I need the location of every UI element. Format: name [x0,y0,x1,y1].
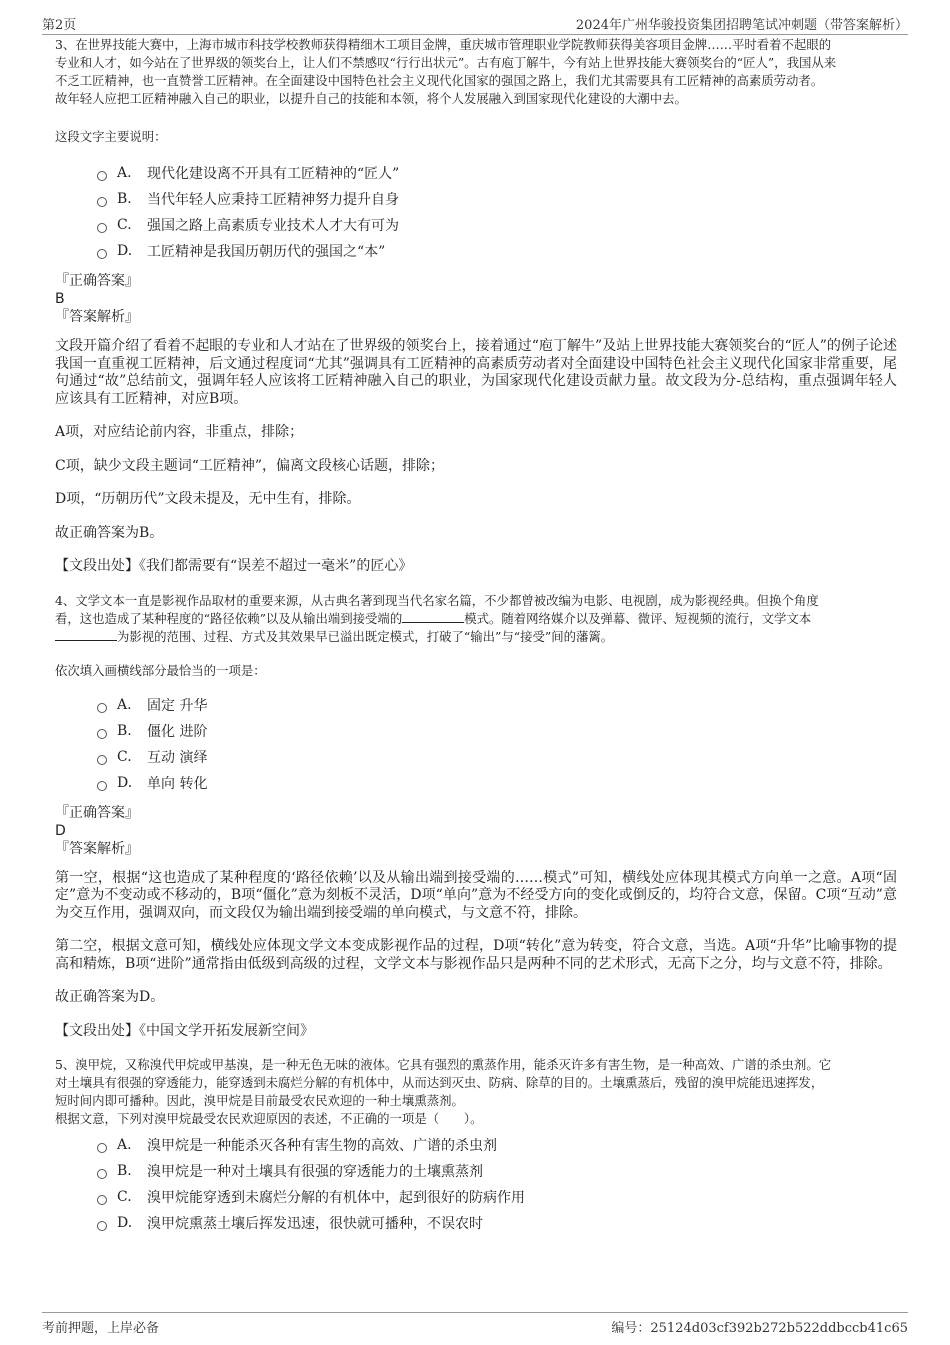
q4-option-b[interactable]: B. 僵化 进阶 [55,718,897,744]
question-4 [55,592,897,1041]
q4-analysis-paragraph: 故正确答案为D。 [55,989,165,1005]
radio-icon[interactable] [97,1195,107,1205]
question-3 [55,36,897,576]
radio-icon[interactable] [97,703,107,713]
q5-option-b[interactable]: B. 溴甲烷是一种对土壤具有很强的穿透能力的土壤熏蒸剂 [55,1158,897,1184]
q4-option-c[interactable]: C. 互动 演绎 [55,744,897,770]
q5-prompt: 根据文意，下列对溴甲烷最受农民欢迎原因的表述，不正确的一项是（ ）。 [55,1111,483,1126]
q3-passage-line: 3、在世界技能大赛中，上海市城市科技学校教师获得精细木工项目金牌，重庆城市管理职业学院教师获得美容项目金牌……平时看着不起眼的 [55,37,832,52]
q4-passage-text: 看，这也造成了某种程度的“路径依赖”以及从输出端到接受端的 [55,610,403,626]
radio-icon[interactable] [97,171,107,181]
blank-2 [55,628,117,641]
q5-passage-line: 对土壤具有很强的穿透能力，能穿透到未腐烂分解的有机体中，从而达到灭虫、防病、除草的目的。土壤熏蒸后，残留的溴甲烷能迅速挥发， [55,1075,824,1090]
footer-slogan: 考前押题，上岸必备 [42,1321,160,1336]
q3-source: 【文段出处】《我们都需要有“误差不超过一毫米”的匠心》 [55,558,413,574]
q4-passage-line [55,610,897,628]
radio-icon[interactable] [97,197,107,207]
q3-analysis-label: 『答案解析』 [55,309,139,325]
q3-answer: B [55,291,65,307]
document-title: 2024年广州华骏投资集团招聘笔试冲刺题（带答案解析） [575,18,908,33]
page-number: 第2页 [42,18,77,33]
radio-icon[interactable] [97,781,107,791]
q3-option-a[interactable]: A. 现代化建设离不开具有工匠精神的“匠人” [55,160,897,186]
q4-passage-line [55,628,897,646]
blank-1 [402,610,464,623]
radio-icon[interactable] [97,223,107,233]
q3-passage-line: 专业和人才，如今站在了世界级的领奖台上，让人们不禁感叹“行行出状元”。古有庖丁解牛，今有站上世界技能大赛领奖台的“匠人”，我国从来 [55,55,837,70]
q5-passage-line: 短时间内即可播种。因此，溴甲烷是目前最受农民欢迎的一种土壤熏蒸剂。 [55,1093,464,1108]
q4-analysis-paragraph: 第二空，根据文意可知，横线处应体现文学文本变成影视作品的过程，D项“转化”意为转变，符合文意，当选。A项“升华”比喻事物的提高和精炼，B项“进阶”通常指由低级到高级的过程，文学文本与影视作品只是两种不同的艺术形式，无高下之分，均与文意不符，排除。 [55,938,897,972]
radio-icon[interactable] [97,1221,107,1231]
q5-option-d[interactable]: D. 溴甲烷熏蒸土壤后挥发迅速，很快就可播种，不误农时 [55,1210,897,1236]
q3-answer-label: 『正确答案』 [55,273,139,289]
q4-prompt: 依次填入画横线部分最恰当的一项是： [55,662,266,678]
q4-passage-line: 4、文学文本一直是影视作品取材的重要来源，从古典名著到现当代名家名篇，不少都曾被改编为电影、电视剧，成为影视经典。但换个角度 [55,592,819,608]
q3-analysis-paragraph: 故正确答案为B。 [55,524,164,541]
q5-option-a[interactable]: A. 溴甲烷是一种能杀灭各种有害生物的高效、广谱的杀虫剂 [55,1132,897,1158]
q4-passage-text: 为影视的范围、过程、方式及其效果早已溢出既定模式，打破了“输出”与“接受”间的藩篱。 [117,628,614,644]
q5-options [55,1132,897,1236]
q4-passage-text: 模式。随着网络媒介以及弹幕、微评、短视频的流行，文学文本 [464,610,812,626]
q3-analysis-paragraph: D项，“历朝历代”文段未提及，无中生有，排除。 [55,491,361,507]
page-header [42,14,908,35]
document-id: 编号：25124d03cf392b272b522ddbccb41c65 [611,1321,908,1336]
radio-icon[interactable] [97,729,107,739]
page-footer [42,1312,908,1337]
radio-icon[interactable] [97,1143,107,1153]
q5-option-c[interactable]: C. 溴甲烷能穿透到未腐烂分解的有机体中，起到很好的防病作用 [55,1184,897,1210]
q3-option-c[interactable]: C. 强国之路上高素质专业技术人才大有可为 [55,212,897,238]
question-5 [55,1056,897,1236]
radio-icon[interactable] [97,1169,107,1179]
q4-source: 【文段出处】《中国文学开拓发展新空间》 [55,1022,314,1039]
q4-option-d[interactable]: D. 单向 转化 [55,770,897,796]
q4-answer: D [55,822,66,839]
q5-passage-line: 5、溴甲烷，又称溴代甲烷或甲基溴，是一种无色无味的液体。它具有强烈的熏蒸作用，能杀灭许多有害生物，是一种高效、广谱的杀虫剂。它 [55,1057,832,1072]
q3-analysis-paragraph: 文段开篇介绍了看着不起眼的专业和人才站在了世界级的领奖台上，接着通过“庖丁解牛”及站上世界技能大赛领奖台的“匠人”的例子论述我国一直重视工匠精神，后文通过程度词“尤其”强调具有工匠精神的高素质劳动者对全面建设中国特色社会主义现代化国家非常重要，尾句通过“故”总结前文，强调年轻人应该将工匠精神融入自己的职业，为国家现代化建设贡献力量。故文段为分-总结构，重点强调年轻人应该具有工匠精神，对应B项。 [55,338,897,407]
q3-prompt: 这段文字主要说明： [55,129,167,144]
q3-option-d[interactable]: D. 工匠精神是我国历朝历代的强国之“本” [55,238,897,264]
q3-analysis-paragraph: A项，对应结论前内容，非重点，排除； [55,424,304,440]
q3-passage-line: 故年轻人应把工匠精神融入自己的职业，以提升自己的技能和本领，将个人发展融入到国家现代化建设的大潮中去。 [55,91,687,106]
radio-icon[interactable] [97,755,107,765]
radio-icon[interactable] [97,249,107,259]
q3-passage-line: 不乏工匠精神，也一直赞誉工匠精神。在全面建设中国特色社会主义现代化国家的强国之路上，我们尤其需要具有工匠精神的高素质劳动者。 [55,73,824,88]
q3-option-b[interactable]: B. 当代年轻人应秉持工匠精神努力提升自身 [55,186,897,212]
q3-analysis-paragraph: C项，缺少文段主题词“工匠精神”，偏离文段核心话题，排除； [55,457,445,474]
q4-option-a[interactable]: A. 固定 升华 [55,692,897,718]
q4-answer-label: 『正确答案』 [55,804,139,821]
q3-options [55,160,897,264]
q4-analysis-paragraph: 第一空，根据“这也造成了某种程度的‘路径依赖’以及从输出端到接受端的……模式”可知，横线处应体现其模式方向单一之意。A项“固定”意为不变动或不移动的，B项“僵化”意为刻板不灵活，D项“单向”意为不经受方向的变化或倒反的，均符合文意，保留。C项“互动”意为交互作用，强调双向，而文段仅为输出端到接受端的单向模式，与文意不符，排除。 [55,869,897,921]
q4-analysis-label: 『答案解析』 [55,840,139,857]
document-body [55,38,897,1236]
q4-options [55,692,897,796]
